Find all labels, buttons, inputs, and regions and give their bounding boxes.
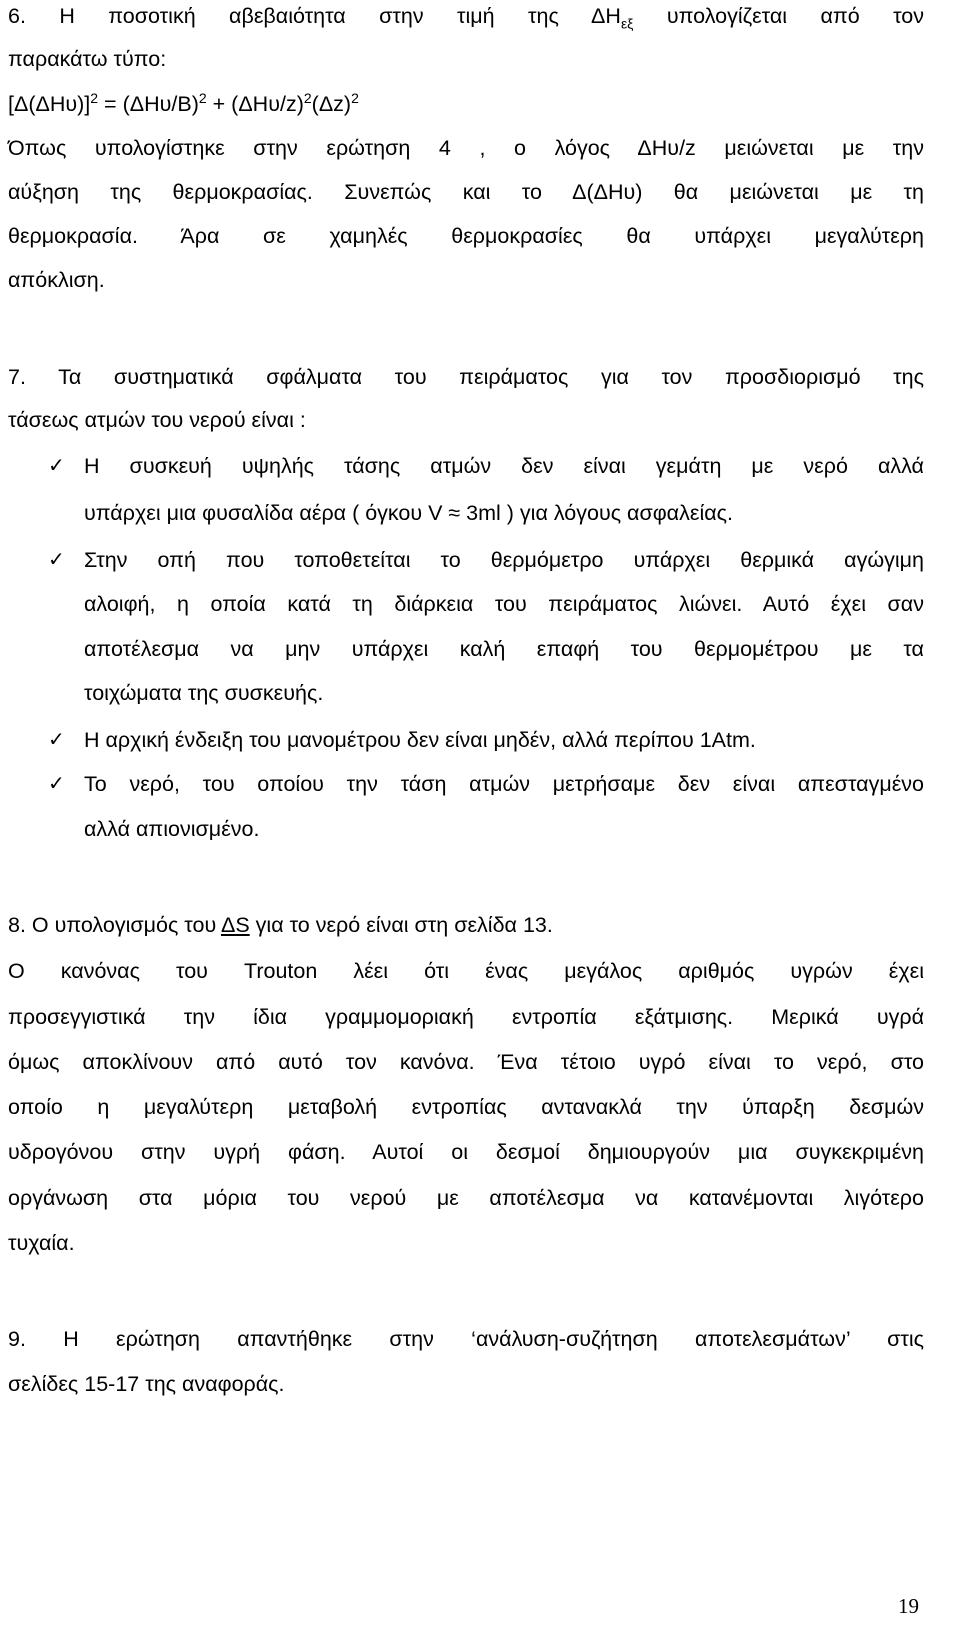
q7-bullet-4-line-1: Το νερό, του οποίου την τάση ατμών μετρήσαμε δεν είναι απεσταγμένο <box>84 772 924 796</box>
checkmark-icon: ✓ <box>48 771 65 795</box>
q7-bullet-3-line-1: Η αρχική ένδειξη του μανομέτρου δεν είναι μηδέν, αλλά περίπου 1Atm. <box>84 728 756 752</box>
page-number: 19 <box>898 1594 919 1618</box>
q8-line-1: 8. Ο υπολογισμός του ΔS για το νερό είναι στη σελίδα 13. <box>8 913 553 937</box>
q7-bullet-2-line-4: τοιχώματα της συσκευής. <box>84 681 324 705</box>
q6-line-6: θερμοκρασία. Άρα σε χαμηλές θερμοκρασίες θα υπάρχει μεγαλύτερη <box>8 224 924 248</box>
q9-line-2: σελίδες 15-17 της αναφοράς. <box>8 1372 285 1396</box>
checkmark-icon: ✓ <box>48 547 65 571</box>
q8-line-8: τυχαία. <box>8 1231 75 1255</box>
q8-line-3: προσεγγιστικά την ίδια γραμμομοριακή εντροπία εξάτμισης. Μερικά υγρά <box>8 1005 924 1029</box>
q7-bullet-2-line-2: αλοιφή, η οποία κατά τη διάρκεια του πειράματος λιώνει. Αυτό έχει σαν <box>84 592 924 616</box>
q9-line-1: 9. Η ερώτηση απαντήθηκε στην ‘ανάλυση-συζήτηση αποτελεσμάτων’ στις <box>8 1327 924 1351</box>
q6-line-1: 6. Η ποσοτική αβεβαιότητα στην τιμή της $\Delta H_{\varepsilon\xi}$ υπολογίζεται από τον <box>8 4 924 32</box>
delta-s-link-text: ΔS <box>220 913 250 937</box>
q8-line-4: όμως αποκλίνουν από αυτό τον κανόνα. Ένα τέτοιο υγρό είναι το νερό, στο <box>8 1050 924 1074</box>
q8-line-7: οργάνωση στα μόρια του νερού με αποτέλεσμα να κατανέμονται λιγότερο <box>8 1186 924 1210</box>
q8-line-6: υδρογόνου στην υγρή φάση. Αυτοί οι δεσμοί δημιουργούν μια συγκεκριμένη <box>8 1140 924 1164</box>
checkmark-icon: ✓ <box>48 453 65 477</box>
q7-bullet-1-line-1: Η συσκευή υψηλής τάσης ατμών δεν είναι γεμάτη με νερό αλλά <box>84 454 924 478</box>
q6-line-4: Όπως υπολογίστηκε στην ερώτηση 4 , ο λόγος ΔΗυ/z μειώνεται με την <box>8 136 924 160</box>
checkmark-icon: ✓ <box>48 727 65 751</box>
q7-line-1: 7. Τα συστηματικά σφάλματα του πειράματος για τον προσδιορισμό της <box>8 365 924 389</box>
q7-bullet-1-line-2: υπάρχει μια φυσαλίδα αέρα ( όγκου V ≈ 3ml ) για λόγους ασφαλείας. <box>84 501 733 525</box>
q6-line-7: απόκλιση. <box>8 268 105 292</box>
q8-line-5: οποίο η μεγαλύτερη μεταβολή εντροπίας αντανακλά την ύπαρξη δεσμών <box>8 1095 924 1119</box>
q6-formula: $[\Delta(\Delta H\upsilon)]^2 = (\Delta H\upsilon/B)^2 + (\Delta H\upsilon/z)^2(\Delta z)^2$ <box>8 90 359 117</box>
q7-bullet-4-line-2: αλλά απιονισμένο. <box>84 817 260 841</box>
q7-bullet-2-line-3: αποτέλεσμα να μην υπάρχει καλή επαφή του θερμομέτρου με τα <box>84 637 924 661</box>
q7-bullet-2-line-1: Στην οπή που τοποθετείται το θερμόμετρο υπάρχει θερμικά αγώγιμη <box>84 548 924 572</box>
q6-line-2: παρακάτω τύπο: <box>8 47 167 71</box>
q6-line-5: αύξηση της θερμοκρασίας. Συνεπώς και το Δ(ΔΗυ) θα μειώνεται με τη <box>8 180 924 204</box>
q7-line-2: τάσεως ατμών του νερού είναι : <box>8 408 306 432</box>
q8-line-2: Ο κανόνας του Trouton λέει ότι ένας μεγάλος αριθμός υγρών έχει <box>8 959 924 983</box>
